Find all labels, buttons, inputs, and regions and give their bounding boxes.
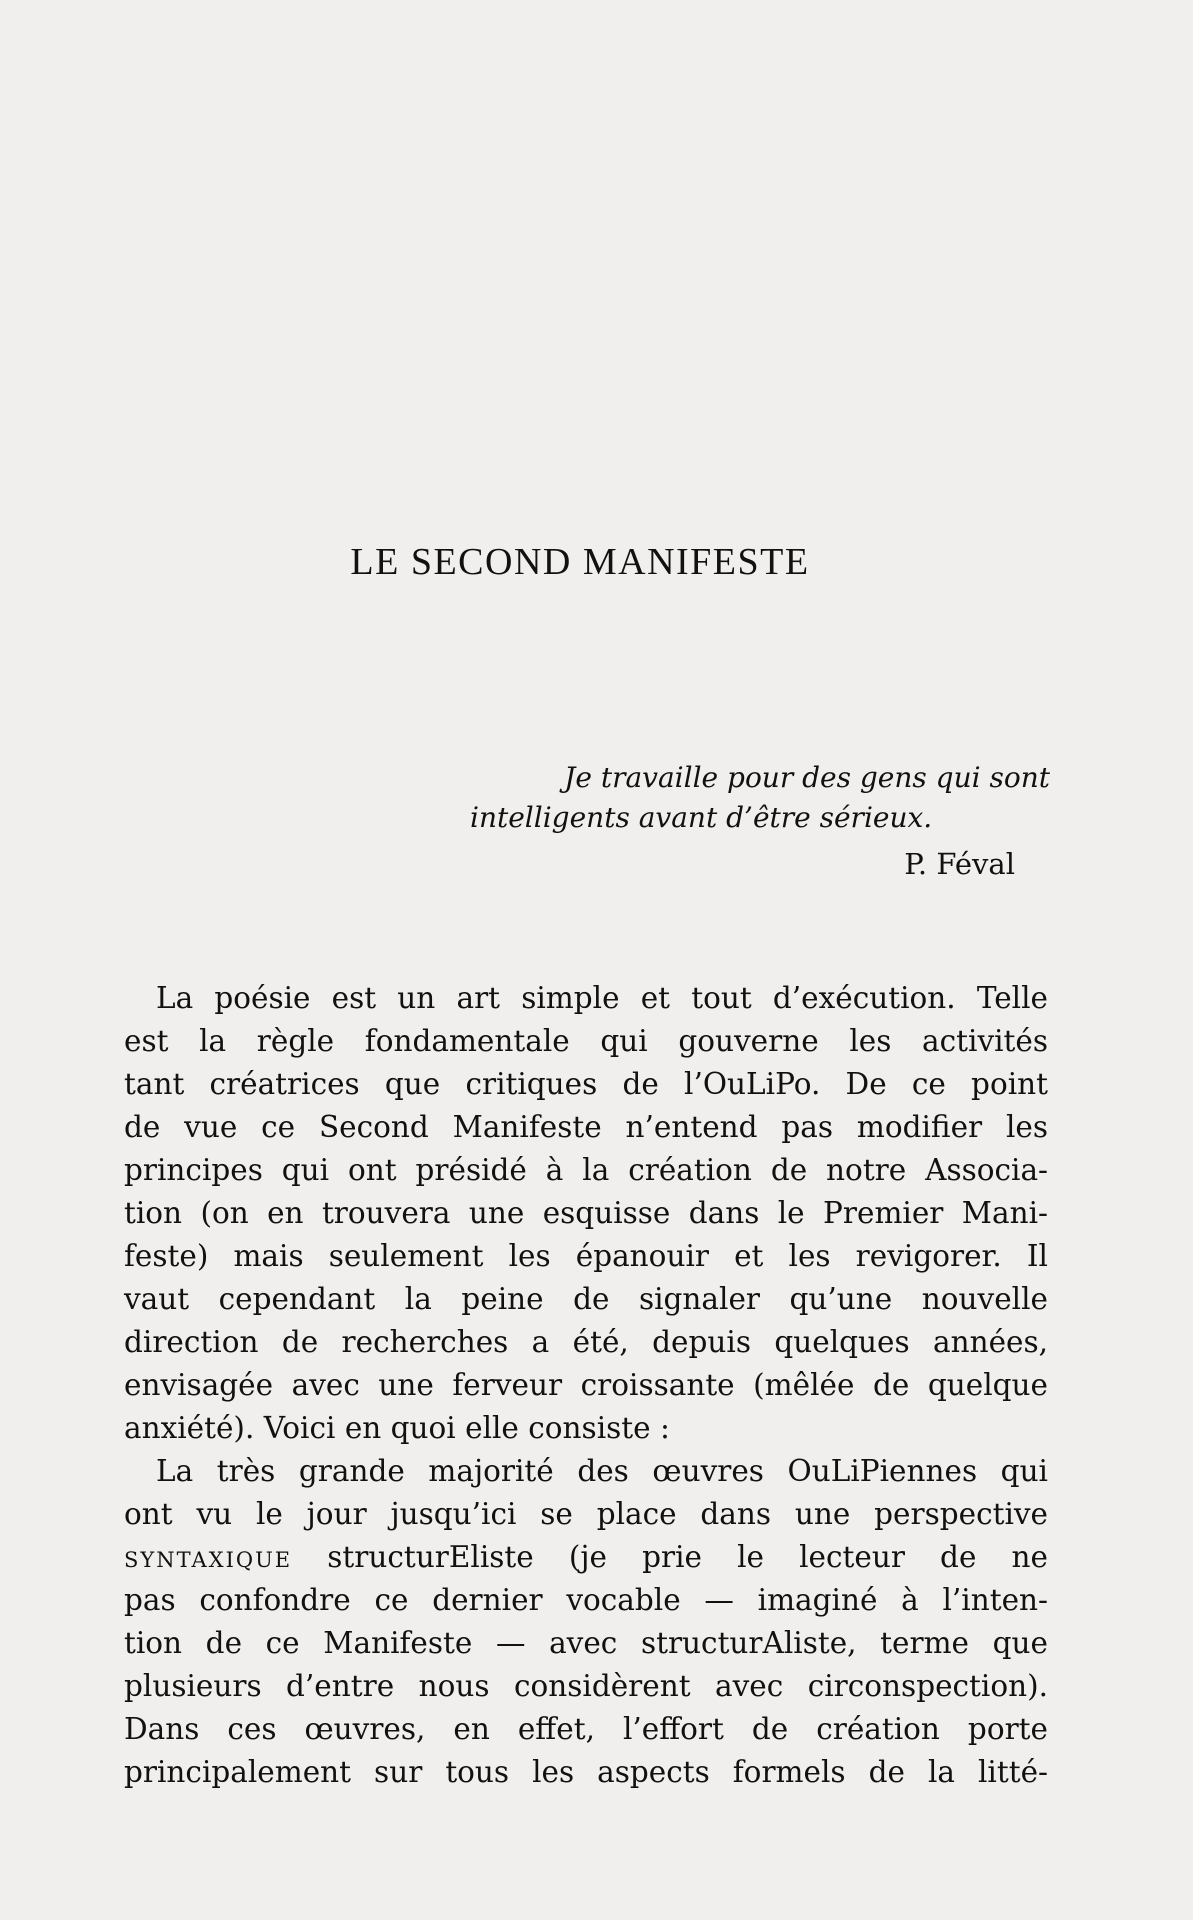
epigraph-line: intelligents avant d’être sérieux. [470,801,933,834]
text-line: direction de recherches a été, depuis quelques années, [124,1325,1048,1359]
text-line: feste) mais seulement les épanouir et les revigorer. Il [124,1239,1048,1273]
body-text [124,977,1048,1794]
page-title: LE SECOND MANIFESTE [350,541,810,583]
text-line: La très grande majorité des œuvres OuLiPiennes qui [156,1454,1048,1488]
text-line: tion de ce Manifeste — avec structurAliste, terme que [124,1626,1048,1660]
epigraph-line: Je travaille pour des gens qui sont [564,761,1050,794]
text-line: Dans ces œuvres, en effet, l’effort de création porte [124,1712,1048,1746]
text-line: principes qui ont présidé à la création de notre Associa- [124,1153,1048,1187]
text-line: pas confondre ce dernier vocable — imaginé à l’inten- [124,1583,1048,1617]
text-line: ont vu le jour jusqu’ici se place dans une perspective [124,1497,1048,1531]
epigraph-author: P. Féval [904,847,1015,881]
epigraph [470,758,1050,884]
text-line-mixed [124,1536,1048,1579]
text-line: est la règle fondamentale qui gouverne les activités [124,1024,1048,1058]
text-line: plusieurs d’entre nous considèrent avec circonspection). [124,1669,1048,1703]
text-line: envisagée avec une ferveur croissante (mêlée de quelque [124,1368,1048,1402]
small-caps-word: SYNTAXIQUE [124,1548,293,1572]
text-line: tion (on en trouvera une esquisse dans le Premier Mani- [124,1196,1048,1230]
text-fragment: structurEliste (je prie le lecteur de ne [327,1540,1048,1574]
text-line: vaut cependant la peine de signaler qu’une nouvelle [124,1282,1048,1316]
text-line: anxiété). Voici en quoi elle consiste : [124,1411,670,1445]
text-line: principalement sur tous les aspects formels de la litté- [124,1755,1048,1789]
text-line: tant créatrices que critiques de l’OuLiPo. De ce point [124,1067,1048,1101]
text-line: de vue ce Second Manifeste n’entend pas modifier les [124,1110,1048,1144]
text-line: La poésie est un art simple et tout d’exécution. Telle [156,981,1048,1015]
